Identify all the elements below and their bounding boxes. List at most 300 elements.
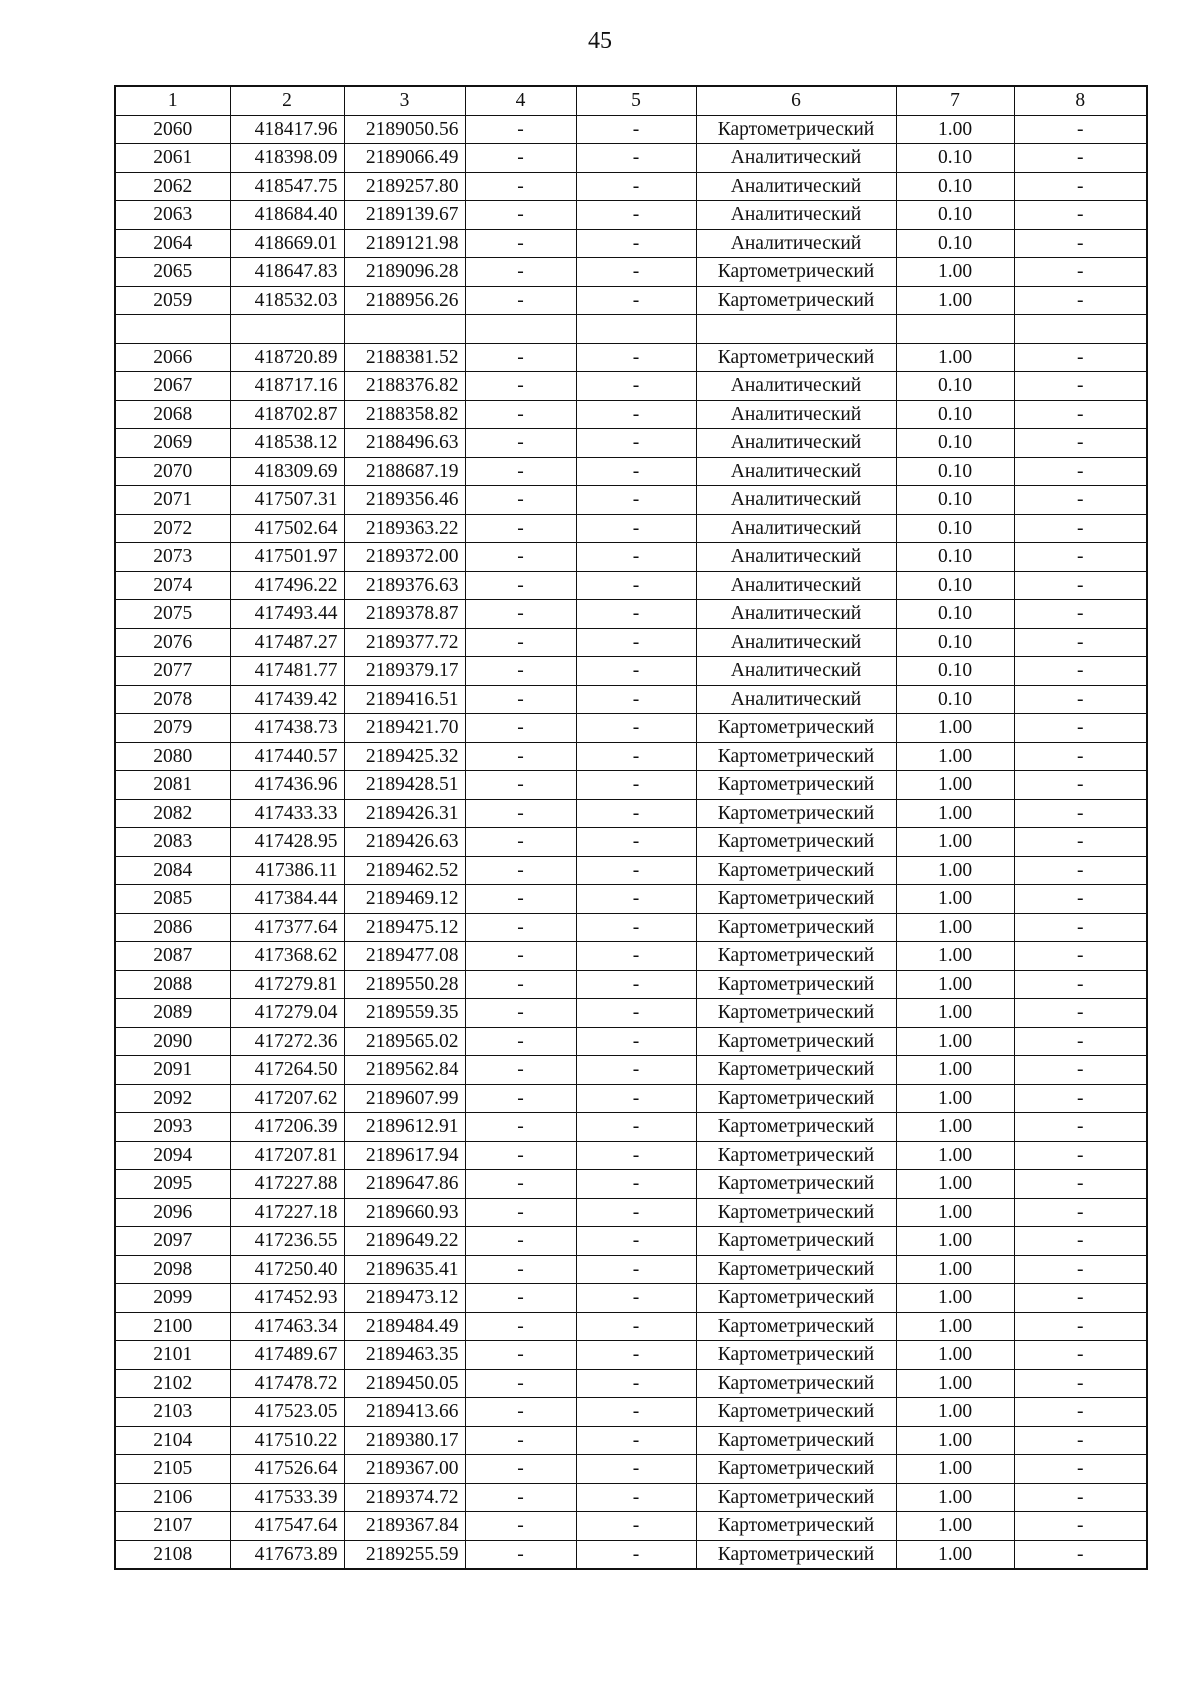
table-cell-col-4: - — [465, 1056, 576, 1085]
table-cell-col-6: Картометрический — [696, 1341, 896, 1370]
table-cell-col-7: 1.00 — [896, 1455, 1014, 1484]
table-cell-col-5: - — [576, 742, 696, 771]
table-cell-col-8: - — [1014, 1056, 1147, 1085]
table-cell-col-8: - — [1014, 913, 1147, 942]
table-cell-col-3: 2189428.51 — [344, 771, 465, 800]
table-cell-col-2: 417207.81 — [230, 1141, 344, 1170]
table-cell-col-5 — [576, 315, 696, 344]
table-cell-col-1: 2083 — [115, 828, 230, 857]
table-cell-col-4: - — [465, 258, 576, 287]
table-cell-col-8: - — [1014, 1027, 1147, 1056]
table-cell-col-4: - — [465, 999, 576, 1028]
table-row — [115, 1027, 1147, 1056]
table-cell-col-7: 1.00 — [896, 286, 1014, 315]
table-cell-col-6: Аналитический — [696, 600, 896, 629]
table-cell-col-3: 2189426.63 — [344, 828, 465, 857]
table-cell-col-3: 2189649.22 — [344, 1227, 465, 1256]
table-cell-col-6: Аналитический — [696, 657, 896, 686]
table-cell-col-2: 417489.67 — [230, 1341, 344, 1370]
table-cell-col-5: - — [576, 771, 696, 800]
table-row — [115, 1227, 1147, 1256]
table-cell-col-7: 1.00 — [896, 828, 1014, 857]
table-cell-col-3: 2189356.46 — [344, 486, 465, 515]
table-cell-col-4: - — [465, 685, 576, 714]
table-cell-col-2: 417487.27 — [230, 628, 344, 657]
table-cell-col-1: 2059 — [115, 286, 230, 315]
table-cell-col-2: 418717.16 — [230, 372, 344, 401]
table-row — [115, 457, 1147, 486]
column-header-4: 4 — [465, 86, 576, 115]
table-cell-col-2: 418720.89 — [230, 343, 344, 372]
table-cell-col-1: 2072 — [115, 514, 230, 543]
table-cell-col-7: 1.00 — [896, 1198, 1014, 1227]
table-cell-col-2: 417507.31 — [230, 486, 344, 515]
table-cell-col-5: - — [576, 714, 696, 743]
table-cell-col-2: 417433.33 — [230, 799, 344, 828]
table-cell-col-1: 2063 — [115, 201, 230, 230]
table-cell-col-2 — [230, 315, 344, 344]
table-cell-col-6: Картометрический — [696, 343, 896, 372]
table-row — [115, 942, 1147, 971]
table-row — [115, 286, 1147, 315]
table-cell-col-8: - — [1014, 1255, 1147, 1284]
table-cell-col-5: - — [576, 1426, 696, 1455]
table-cell-col-8: - — [1014, 1426, 1147, 1455]
table-cell-col-7: 1.00 — [896, 1255, 1014, 1284]
table-row — [115, 1170, 1147, 1199]
table-cell-col-8: - — [1014, 970, 1147, 999]
table-row — [115, 685, 1147, 714]
table-cell-col-2: 417547.64 — [230, 1512, 344, 1541]
table-cell-col-7: 1.00 — [896, 913, 1014, 942]
table-cell-col-1: 2085 — [115, 885, 230, 914]
table-cell-col-2: 417279.81 — [230, 970, 344, 999]
table-cell-col-7: 0.10 — [896, 514, 1014, 543]
table-cell-col-1: 2087 — [115, 942, 230, 971]
table-cell-col-3: 2189377.72 — [344, 628, 465, 657]
column-header-6: 6 — [696, 86, 896, 115]
table-cell-col-6: Картометрический — [696, 714, 896, 743]
table-cell-col-3: 2189477.08 — [344, 942, 465, 971]
table-row — [115, 600, 1147, 629]
table-cell-col-8: - — [1014, 1483, 1147, 1512]
table-cell-col-7: 1.00 — [896, 115, 1014, 144]
table-row — [115, 799, 1147, 828]
table-cell-col-5: - — [576, 486, 696, 515]
table-cell-col-4: - — [465, 771, 576, 800]
table-cell-col-7: 1.00 — [896, 1398, 1014, 1427]
table-cell-col-2: 417463.34 — [230, 1312, 344, 1341]
table-cell-col-5: - — [576, 1056, 696, 1085]
table-cell-col-4: - — [465, 628, 576, 657]
table-cell-col-8: - — [1014, 685, 1147, 714]
table-cell-col-7: 0.10 — [896, 172, 1014, 201]
table-cell-col-2: 418538.12 — [230, 429, 344, 458]
table-cell-col-7: 0.10 — [896, 457, 1014, 486]
table-cell-col-5: - — [576, 685, 696, 714]
table-cell-col-1: 2082 — [115, 799, 230, 828]
table-cell-col-6 — [696, 315, 896, 344]
table-cell-col-7 — [896, 315, 1014, 344]
table-cell-col-3: 2189660.93 — [344, 1198, 465, 1227]
table-cell-col-1: 2070 — [115, 457, 230, 486]
table-cell-col-7: 0.10 — [896, 571, 1014, 600]
table-cell-col-4: - — [465, 1512, 576, 1541]
table-cell-col-6: Картометрический — [696, 771, 896, 800]
table-cell-col-3: 2189139.67 — [344, 201, 465, 230]
table-cell-col-6: Картометрический — [696, 1455, 896, 1484]
table-cell-col-1: 2077 — [115, 657, 230, 686]
table-cell-col-7: 1.00 — [896, 771, 1014, 800]
table-cell-col-5: - — [576, 1341, 696, 1370]
table-cell-col-5: - — [576, 999, 696, 1028]
table-cell-col-3: 2189463.35 — [344, 1341, 465, 1370]
table-cell-col-1: 2097 — [115, 1227, 230, 1256]
table-cell-col-7: 0.10 — [896, 429, 1014, 458]
table-cell-col-1: 2088 — [115, 970, 230, 999]
table-cell-col-6: Картометрический — [696, 115, 896, 144]
table-cell-col-2: 417502.64 — [230, 514, 344, 543]
table-cell-col-6: Картометрический — [696, 1312, 896, 1341]
table-cell-col-3: 2189376.63 — [344, 571, 465, 600]
table-cell-col-6: Картометрический — [696, 1369, 896, 1398]
table-cell-col-2: 417501.97 — [230, 543, 344, 572]
table-cell-col-7: 1.00 — [896, 1483, 1014, 1512]
table-row — [115, 1312, 1147, 1341]
table-cell-col-1: 2104 — [115, 1426, 230, 1455]
table-cell-col-6: Картометрический — [696, 1198, 896, 1227]
table-row — [115, 657, 1147, 686]
table-cell-col-1: 2105 — [115, 1455, 230, 1484]
table-cell-col-5: - — [576, 628, 696, 657]
table-cell-col-2: 418398.09 — [230, 144, 344, 173]
table-cell-col-4: - — [465, 1284, 576, 1313]
table-cell-col-5: - — [576, 885, 696, 914]
table-cell-col-1: 2099 — [115, 1284, 230, 1313]
table-cell-col-7: 1.00 — [896, 1540, 1014, 1569]
table-cell-col-1: 2067 — [115, 372, 230, 401]
table-cell-col-2: 418417.96 — [230, 115, 344, 144]
table-cell-col-1: 2068 — [115, 400, 230, 429]
table-cell-col-5: - — [576, 1512, 696, 1541]
table-cell-col-5: - — [576, 1084, 696, 1113]
table-cell-col-8: - — [1014, 1540, 1147, 1569]
table-cell-col-7: 1.00 — [896, 1056, 1014, 1085]
table-cell-col-8: - — [1014, 799, 1147, 828]
table-cell-col-5: - — [576, 514, 696, 543]
table-cell-col-8: - — [1014, 144, 1147, 173]
table-cell-col-7: 0.10 — [896, 229, 1014, 258]
table-cell-col-2: 417526.64 — [230, 1455, 344, 1484]
table-cell-col-4: - — [465, 1455, 576, 1484]
column-header-7: 7 — [896, 86, 1014, 115]
table-cell-col-6: Картометрический — [696, 742, 896, 771]
table-cell-col-5: - — [576, 1255, 696, 1284]
table-cell-col-8: - — [1014, 1113, 1147, 1142]
table-cell-col-3: 2189612.91 — [344, 1113, 465, 1142]
table-cell-col-1: 2092 — [115, 1084, 230, 1113]
table-cell-col-2: 418684.40 — [230, 201, 344, 230]
table-cell-col-3: 2189559.35 — [344, 999, 465, 1028]
table-cell-col-8: - — [1014, 286, 1147, 315]
table-cell-col-3: 2189374.72 — [344, 1483, 465, 1512]
table-cell-col-6: Картометрический — [696, 1426, 896, 1455]
table-cell-col-1: 2089 — [115, 999, 230, 1028]
table-cell-col-6: Аналитический — [696, 571, 896, 600]
table-cell-col-1: 2093 — [115, 1113, 230, 1142]
table-row — [115, 1455, 1147, 1484]
table-cell-col-6: Аналитический — [696, 400, 896, 429]
table-cell-col-6: Картометрический — [696, 1540, 896, 1569]
table-cell-col-8: - — [1014, 571, 1147, 600]
table-cell-col-4: - — [465, 1141, 576, 1170]
table-cell-col-8: - — [1014, 1312, 1147, 1341]
table-cell-col-8: - — [1014, 372, 1147, 401]
table-cell-col-3: 2189380.17 — [344, 1426, 465, 1455]
table-cell-col-4: - — [465, 828, 576, 857]
table-cell-col-7: 0.10 — [896, 201, 1014, 230]
table-cell-col-5: - — [576, 144, 696, 173]
table-cell-col-2: 417368.62 — [230, 942, 344, 971]
table-cell-col-2: 417436.96 — [230, 771, 344, 800]
table-cell-col-2: 417478.72 — [230, 1369, 344, 1398]
table-cell-col-3: 2189421.70 — [344, 714, 465, 743]
table-row — [115, 115, 1147, 144]
table-cell-col-6: Аналитический — [696, 486, 896, 515]
table-cell-col-5: - — [576, 286, 696, 315]
table-cell-col-6: Картометрический — [696, 286, 896, 315]
table-cell-col-4: - — [465, 115, 576, 144]
table-cell-col-5: - — [576, 201, 696, 230]
table-cell-col-3: 2189469.12 — [344, 885, 465, 914]
table-cell-col-6: Картометрический — [696, 1170, 896, 1199]
table-cell-col-1: 2074 — [115, 571, 230, 600]
table-row — [115, 1483, 1147, 1512]
table-cell-col-3: 2189550.28 — [344, 970, 465, 999]
table-body — [115, 115, 1147, 1569]
table-cell-col-4: - — [465, 885, 576, 914]
table-cell-col-8: - — [1014, 543, 1147, 572]
table-cell-col-7: 1.00 — [896, 1084, 1014, 1113]
table-cell-col-3: 2189462.52 — [344, 856, 465, 885]
table-row — [115, 1198, 1147, 1227]
table-cell-col-4: - — [465, 1540, 576, 1569]
table-cell-col-6: Картометрический — [696, 799, 896, 828]
table-cell-col-3: 2189367.00 — [344, 1455, 465, 1484]
table-cell-col-6: Картометрический — [696, 942, 896, 971]
table-cell-col-6: Картометрический — [696, 258, 896, 287]
table-cell-col-4: - — [465, 1255, 576, 1284]
table-cell-col-7: 0.10 — [896, 685, 1014, 714]
table-cell-col-5: - — [576, 1113, 696, 1142]
table-cell-col-3: 2188358.82 — [344, 400, 465, 429]
table-cell-col-4: - — [465, 1483, 576, 1512]
table-cell-col-7: 0.10 — [896, 144, 1014, 173]
page-number: 45 — [588, 28, 612, 54]
table-cell-col-8: - — [1014, 201, 1147, 230]
table-cell-col-7: 1.00 — [896, 1426, 1014, 1455]
table-cell-col-5: - — [576, 657, 696, 686]
table-cell-col-2: 417272.36 — [230, 1027, 344, 1056]
table-cell-col-1: 2060 — [115, 115, 230, 144]
table-cell-col-4: - — [465, 286, 576, 315]
table-row — [115, 571, 1147, 600]
table-cell-col-1: 2062 — [115, 172, 230, 201]
table-cell-col-2: 417481.77 — [230, 657, 344, 686]
table-cell-col-1: 2071 — [115, 486, 230, 515]
table-cell-col-4: - — [465, 201, 576, 230]
table-cell-col-4: - — [465, 1113, 576, 1142]
table-row — [115, 1512, 1147, 1541]
table-row — [115, 372, 1147, 401]
table-cell-col-6: Аналитический — [696, 685, 896, 714]
table-cell-col-6: Аналитический — [696, 201, 896, 230]
table-cell-col-8: - — [1014, 742, 1147, 771]
table-row — [115, 429, 1147, 458]
table-cell-col-7: 0.10 — [896, 600, 1014, 629]
table-row — [115, 628, 1147, 657]
table-cell-col-6: Картометрический — [696, 1027, 896, 1056]
table-row — [115, 315, 1147, 344]
table-cell-col-1: 2078 — [115, 685, 230, 714]
table-cell-col-6: Картометрический — [696, 999, 896, 1028]
table-cell-col-2: 417250.40 — [230, 1255, 344, 1284]
table-cell-col-7: 1.00 — [896, 1113, 1014, 1142]
table-cell-col-6: Аналитический — [696, 229, 896, 258]
table-cell-col-5: - — [576, 229, 696, 258]
table-cell-col-3: 2189255.59 — [344, 1540, 465, 1569]
table-cell-col-7: 1.00 — [896, 1341, 1014, 1370]
table-cell-col-6: Картометрический — [696, 1113, 896, 1142]
table-cell-col-5: - — [576, 1141, 696, 1170]
table-cell-col-7: 0.10 — [896, 628, 1014, 657]
table-cell-col-4: - — [465, 514, 576, 543]
table-cell-col-8: - — [1014, 1455, 1147, 1484]
table-cell-col-1: 2100 — [115, 1312, 230, 1341]
table-row — [115, 1084, 1147, 1113]
table-cell-col-4: - — [465, 1084, 576, 1113]
column-header-2: 2 — [230, 86, 344, 115]
table-cell-col-3: 2189473.12 — [344, 1284, 465, 1313]
table-cell-col-5: - — [576, 913, 696, 942]
table-row — [115, 343, 1147, 372]
table-cell-col-5: - — [576, 1284, 696, 1313]
table-cell-col-2: 417496.22 — [230, 571, 344, 600]
table-cell-col-7: 0.10 — [896, 486, 1014, 515]
table-cell-col-5: - — [576, 543, 696, 572]
table-cell-col-3: 2189367.84 — [344, 1512, 465, 1541]
table-header-row — [115, 86, 1147, 115]
table-cell-col-7: 1.00 — [896, 856, 1014, 885]
table-cell-col-3: 2189562.84 — [344, 1056, 465, 1085]
table-cell-col-5: - — [576, 1170, 696, 1199]
coordinates-table — [114, 85, 1148, 1570]
table-cell-col-8 — [1014, 315, 1147, 344]
table-cell-col-5: - — [576, 343, 696, 372]
table-cell-col-2: 417227.88 — [230, 1170, 344, 1199]
table-cell-col-5: - — [576, 1369, 696, 1398]
table-cell-col-8: - — [1014, 115, 1147, 144]
table-cell-col-3: 2188376.82 — [344, 372, 465, 401]
table-cell-col-3: 2189475.12 — [344, 913, 465, 942]
table-cell-col-5: - — [576, 400, 696, 429]
table-cell-col-4: - — [465, 856, 576, 885]
table-cell-col-6: Аналитический — [696, 172, 896, 201]
table-cell-col-4: - — [465, 343, 576, 372]
table-cell-col-2: 417384.44 — [230, 885, 344, 914]
table-cell-col-4: - — [465, 714, 576, 743]
table-cell-col-1: 2073 — [115, 543, 230, 572]
table-row — [115, 1540, 1147, 1569]
table-cell-col-1: 2107 — [115, 1512, 230, 1541]
table-cell-col-1: 2084 — [115, 856, 230, 885]
table-cell-col-6: Картометрический — [696, 1056, 896, 1085]
table-cell-col-1: 2064 — [115, 229, 230, 258]
table-cell-col-3: 2188956.26 — [344, 286, 465, 315]
table-cell-col-8: - — [1014, 714, 1147, 743]
table-row — [115, 828, 1147, 857]
table-cell-col-6: Аналитический — [696, 372, 896, 401]
table-cell-col-8: - — [1014, 1227, 1147, 1256]
table-row — [115, 771, 1147, 800]
table-cell-col-1: 2106 — [115, 1483, 230, 1512]
table-cell-col-8: - — [1014, 1398, 1147, 1427]
table-cell-col-6: Картометрический — [696, 1512, 896, 1541]
table-cell-col-6: Аналитический — [696, 543, 896, 572]
table-cell-col-4: - — [465, 799, 576, 828]
table-cell-col-1: 2066 — [115, 343, 230, 372]
table-cell-col-2: 417386.11 — [230, 856, 344, 885]
table-cell-col-5: - — [576, 1227, 696, 1256]
table-cell-col-6: Аналитический — [696, 514, 896, 543]
table-cell-col-4: - — [465, 543, 576, 572]
table-cell-col-1: 2096 — [115, 1198, 230, 1227]
table-cell-col-2: 417279.04 — [230, 999, 344, 1028]
table-cell-col-7: 0.10 — [896, 657, 1014, 686]
table-cell-col-5: - — [576, 970, 696, 999]
table-cell-col-3: 2189257.80 — [344, 172, 465, 201]
table-row — [115, 1369, 1147, 1398]
table-cell-col-8: - — [1014, 828, 1147, 857]
table-cell-col-2: 418532.03 — [230, 286, 344, 315]
table-row — [115, 258, 1147, 287]
table-cell-col-2: 417510.22 — [230, 1426, 344, 1455]
table-row — [115, 999, 1147, 1028]
table-cell-col-2: 417439.42 — [230, 685, 344, 714]
table-cell-col-7: 1.00 — [896, 799, 1014, 828]
table-cell-col-8: - — [1014, 429, 1147, 458]
table-cell-col-5: - — [576, 372, 696, 401]
table-row — [115, 970, 1147, 999]
table-cell-col-1: 2095 — [115, 1170, 230, 1199]
table-cell-col-4: - — [465, 1027, 576, 1056]
table-cell-col-8: - — [1014, 457, 1147, 486]
table-cell-col-1: 2108 — [115, 1540, 230, 1569]
table-row — [115, 1255, 1147, 1284]
table-cell-col-3: 2189426.31 — [344, 799, 465, 828]
table-cell-col-1: 2081 — [115, 771, 230, 800]
table-cell-col-1: 2101 — [115, 1341, 230, 1370]
table-cell-col-1: 2061 — [115, 144, 230, 173]
table-cell-col-8: - — [1014, 514, 1147, 543]
table-cell-col-5: - — [576, 1398, 696, 1427]
table-cell-col-7: 1.00 — [896, 1227, 1014, 1256]
table-row — [115, 885, 1147, 914]
table-cell-col-3: 2188496.63 — [344, 429, 465, 458]
table-cell-col-2: 417523.05 — [230, 1398, 344, 1427]
table-cell-col-8: - — [1014, 229, 1147, 258]
table-cell-col-8: - — [1014, 1369, 1147, 1398]
